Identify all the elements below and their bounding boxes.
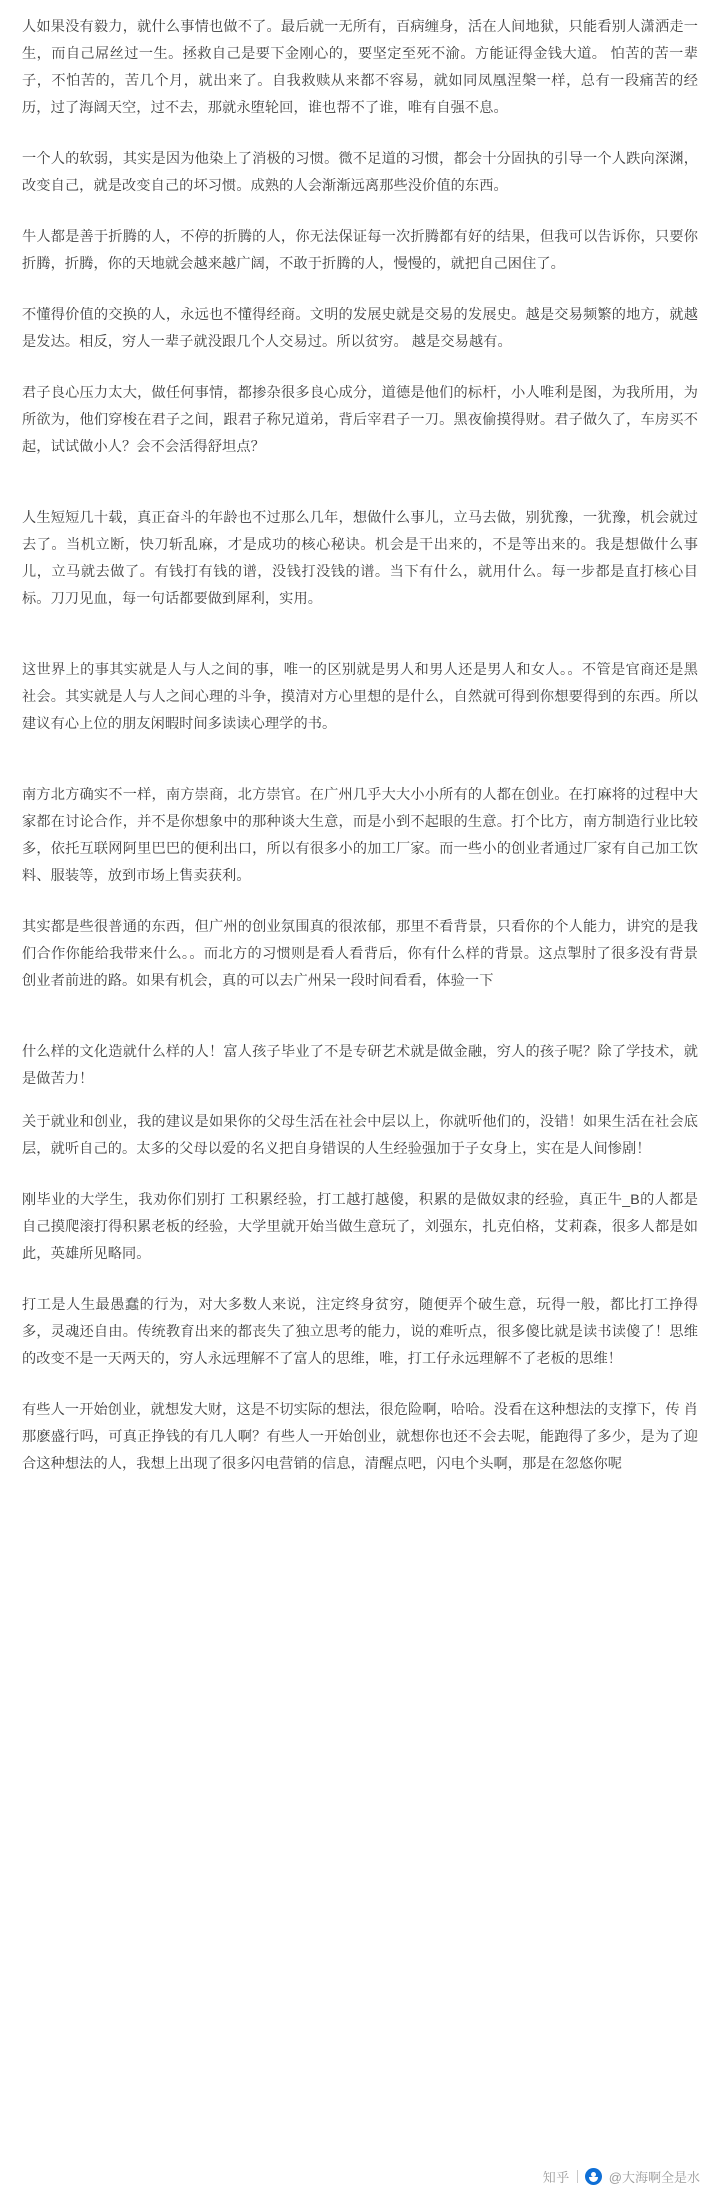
watermark-username: @大海啊全是水 [608,2170,700,2185]
paragraph: 刚毕业的大学生，我劝你们别打 工积累经验，打工越打越傻，积累的是做奴隶的经验，真正牛_B的人都是自己摸爬滚打得积累老板的经验，大学里就开始当做生意玩了，刘强东，扎克伯格，艾莉森，很多人都是如此，英雄所见略同。 [22,1192,698,1262]
watermark [543,2167,700,2186]
paragraph: 君子良心压力太大，做任何事情，都掺杂很多良心成分，道德是他们的标杆，小人唯利是图，为我所用，为所欲为，他们穿梭在君子之间，跟君子称兄道弟，背后宰君子一刀。黑夜偷摸得财。君子做久了，车房买不起，试试做小人？会不会活得舒坦点？ [22,385,698,455]
paragraph: 人如果没有毅力，就什么事情也做不了。最后就一无所有，百病缠身，活在人间地狱，只能看别人潇洒走一生，而自己屌丝过一生。拯救自己是要下金刚心的，要坚定至死不渝。方能证得金钱大道。 怕苦的苦一辈子，不怕苦的，苦几个月，就出来了。自我救赎从来都不容易，就如同凤凰涅槃一样，总有一段痛苦的经历，过了海阔天空，过不去，那就永堕轮回，谁也帮不了谁，唯有自强不息。 [22,19,698,116]
paragraph: 一个人的软弱，其实是因为他染上了消极的习惯。微不足道的习惯，都会十分固执的引导一个人跌向深渊，改变自己，就是改变自己的坏习惯。成熟的人会渐渐远离那些没价值的东西。 [22,151,698,194]
paragraph: 什么样的文化造就什么样的人！富人孩子毕业了不是专研艺术就是做金融，穷人的孩子呢？除了学技术，就是做苦力！ [22,1044,698,1087]
paragraph: 打工是人生最愚蠢的行为，对大多数人来说，注定终身贫穷，随便弄个破生意，玩得一般，都比打工挣得多，灵魂还自由。传统教育出来的都丧失了独立思考的能力，说的难听点，很多傻比就是读书读傻了！思维的改变不是一天两天的，穷人永远理解不了富人的思维，唯，打工仔永远理解不了老板的思维！ [22,1297,698,1367]
paragraph: 其实都是些很普通的东西，但广州的创业氛围真的很浓郁，那里不看背景，只看你的个人能力，讲究的是我们合作你能给我带来什么。。而北方的习惯则是看人看背后，你有什么样的背景。这点掣肘了很多没有背景创业者前进的路。如果有机会，真的可以去广州呆一段时间看看，体验一下 [22,919,698,989]
watermark-divider [577,2170,578,2183]
paragraph: 这世界上的事其实就是人与人之间的事，唯一的区别就是男人和男人还是男人和女人。。不管是官商还是黑社会。其实就是人与人之间心理的斗争，摸清对方心里想的是什么，自然就可得到你想要得到的东西。所以建议有心上位的朋友闲暇时间多读读心理学的书。 [22,662,698,732]
paragraph: 牛人都是善于折腾的人，不停的折腾的人，你无法保证每一次折腾都有好的结果，但我可以告诉你，只要你折腾，折腾，你的天地就会越来越广阔，不敢于折腾的人，慢慢的，就把自己困住了。 [22,229,698,272]
paragraph: 不懂得价值的交换的人，永远也不懂得经商。文明的发展史就是交易的发展史。越是交易频繁的地方，就越是发达。相反，穷人一辈子就没跟几个人交易过。所以贫穷。 越是交易越有。 [22,307,698,350]
avatar [585,2168,602,2185]
paragraph: 有些人一开始创业，就想发大财，这是不切实际的想法，很危险啊，哈哈。没看在这种想法的支撑下，传 肖那麽盛行吗，可真正挣钱的有几人啊？有些人一开始创业，就想你也还不会去呢，能跑得了多少，是为了迎合这种想法的人，我想上出现了很多闪电营销的信息，清醒点吧，闪电个头啊，那是在忽悠你呢 [22,1402,698,1472]
zhihu-logo: 知乎 [542,2170,570,2185]
paragraph: 人生短短几十载，真正奋斗的年龄也不过那么几年，想做什么事儿，立马去做，别犹豫，一犹豫，机会就过去了。当机立断，快刀斩乱麻，才是成功的核心秘诀。机会是干出来的，不是等出来的。我是想做什么事儿，立马就去做了。有钱打有钱的谱，没钱打没钱的谱。当下有什么，就用什么。每一步都是直打核心目标。刀刀见血，每一句话都要做到犀利，实用。 [22,510,698,607]
paragraph: 关于就业和创业，我的建议是如果你的父母生活在社会中层以上，你就听他们的，没错！如果生活在社会底层，就听自己的。太多的父母以爱的名义把自身错误的人生经验强加于子女身上，实在是人间惨剧！ [22,1114,698,1157]
paragraph: 南方北方确实不一样，南方崇商，北方崇官。在广州几乎大大小小所有的人都在创业。在打麻将的过程中大家都在讨论合作，并不是你想象中的那种谈大生意，而是小到不起眼的生意。打个比方，南方制造行业比较多，依托互联网阿里巴巴的便利出口，所以有很多小的加工厂家。而一些小的创业者通过厂家有自己加工饮料、服装等，放到市场上售卖获利。 [22,787,698,884]
